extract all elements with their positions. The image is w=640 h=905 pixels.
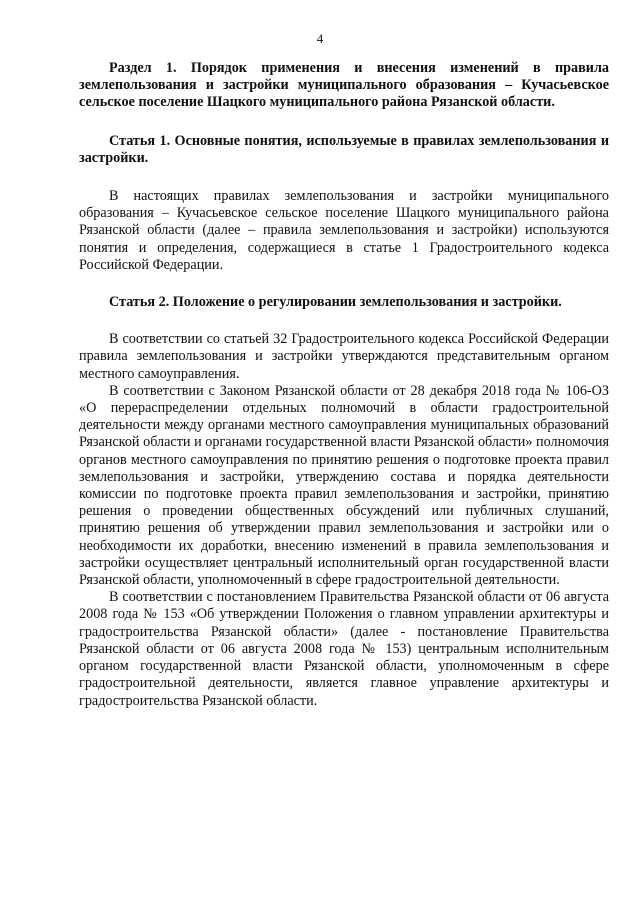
article-1-paragraph: В настоящих правилах землепользования и застройки муниципального образования – Кучасьевское сельское поселение Шацкого муниципального района Рязанской области (далее – правила землепользования и застройки) используются понятия и определения, содержащиеся в статье 1 Градостроительного кодекса Российской Федерации. — [79, 188, 609, 273]
article-2-title: Статья 2. Положение о регулировании землепользования и застройки. — [109, 294, 562, 311]
spacer — [79, 311, 609, 331]
article-2-paragraph-1: В соответствии со статьей 32 Градостроительного кодекса Российской Федерации правила землепользования и застройки утверждаются представительным органом местного самоуправления. — [79, 331, 609, 382]
document-body — [79, 60, 609, 710]
spacer — [79, 112, 609, 133]
page-number: 4 — [316, 31, 324, 46]
article-2-paragraph-3: В соответствии с постановлением Правительства Рязанской области от 06 августа 2008 года № 153 «Об утверждении Положения о главном управлении архитектуры и градостроительства Рязанской области» (далее - постановление Правительства Рязанской области от 06 августа 2008 года № 153) центральным исполнительным органом государственной власти Рязанской области, уполномоченным в сфере градостроительной деятельности, является главное управление архитектуры и градостроительства Рязанской области. — [79, 589, 609, 709]
spacer — [79, 167, 609, 188]
article-2-paragraph-2: В соответствии с Законом Рязанской области от 28 декабря 2018 года № 106-ОЗ «О перераспределении отдельных полномочий в области градостроительной деятельности между органами местного самоуправления муниципальных образований Рязанской области и органами государственной власти Рязанской области» полномочия органов местного самоуправления по принятию решения о подготовке проекта правил землепользования и застройки, утверждению состава и порядка деятельности комиссии по подготовке проекта правил землепользования и застройки, принятию решения о проведении общественных обсуждений или публичных слушаний, принятию решения об утверждении правил землепользования и застройки или о необходимости их доработки, внесению изменений в правила землепользования и застройки осуществляет центральный исполнительный орган государственной власти Рязанской области, уполномоченный в сфере градостроительной деятельности. — [79, 382, 609, 589]
section-1-title: Раздел 1. Порядок применения и внесения изменений в правила землепользования и застройки муниципального образования – Кучасьевское сельское поселение Шацкого муниципального района Рязанской области. — [79, 60, 609, 111]
article-1-title: Статья 1. Основные понятия, используемые в правилах землепользования и застройки. — [79, 132, 609, 166]
spacer — [79, 274, 609, 294]
